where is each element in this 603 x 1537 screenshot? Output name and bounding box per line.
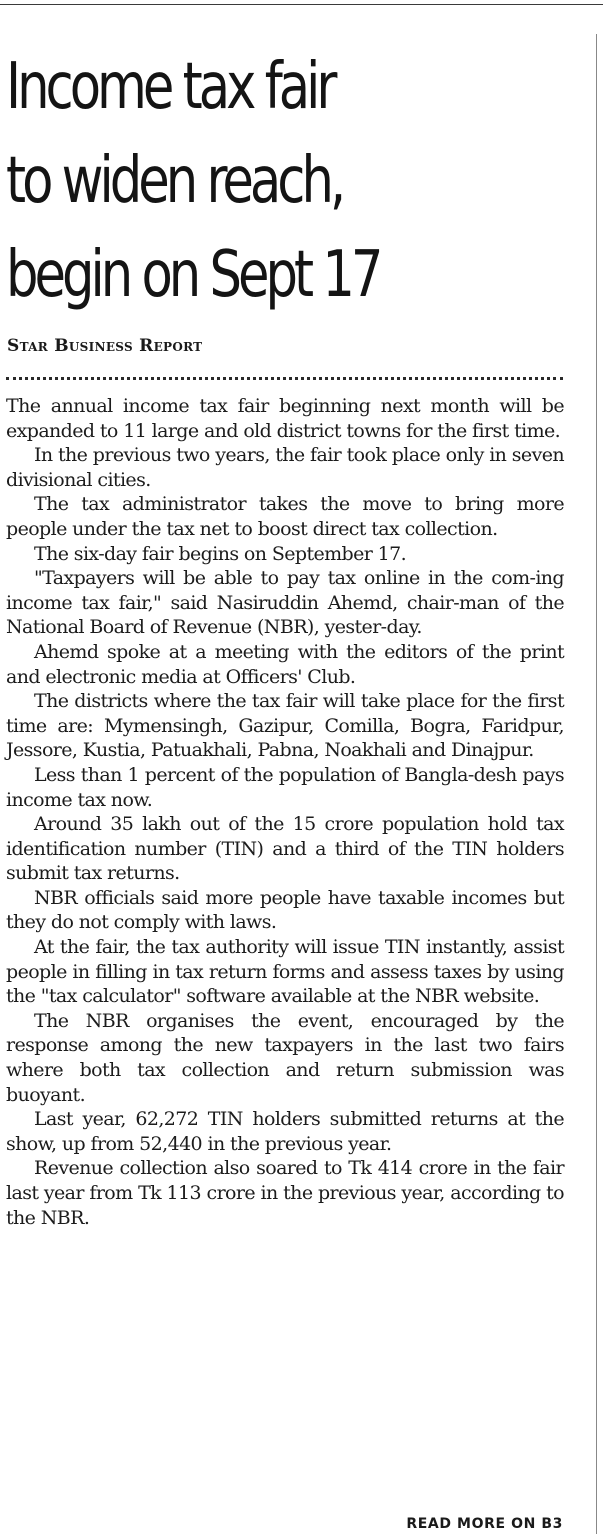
headline [6,40,470,322]
headline-line: to widen reach, [6,144,343,218]
paragraph: The tax administrator takes the move to bring more people under the tax net to boost direct tax collection. [6,493,564,540]
paragraph: Last year, 62,272 TIN holders submitted returns at the show, up from 52,440 in the previous year. [6,1108,564,1155]
paragraph: Less than 1 percent of the population of Bangla-desh pays income tax now. [6,763,564,811]
paragraph: The six-day fair begins on September 17. [34,542,407,565]
paragraph: Revenue collection also soared to Tk 414 crore in the fair last year from Tk 113 crore in the previous year, according to the NBR. [6,1157,564,1229]
paragraph: In the previous two years, the fair took place only in seven divisional cities. [6,444,564,491]
paragraph: NBR officials said more people have taxable incomes but they do not comply with laws. [6,886,564,934]
paragraph: The annual income tax fair beginning next month will be expanded to 11 large and old district towns for the first time. [6,395,564,442]
paragraph: The NBR organises the event, encouraged by the response among the new taxpayers in the last two fairs where both tax collection and return submission was buoyant. [6,1009,564,1106]
headline-line: begin on Sept 17 [6,238,380,312]
top-rule [0,4,603,5]
dotted-divider [6,377,563,380]
paragraph: Around 35 lakh out of the 15 crore population hold tax identification number (TIN) and a third of the TIN holders submit tax returns. [6,813,564,885]
column-rule [596,34,597,1534]
article-body [6,394,564,1230]
paragraph: "Taxpayers will be able to pay tax online in the com-ing income tax fair," said Nasiruddin Ahemd, chair-man of the National Board of Revenue (NBR), yester-day. [6,567,564,639]
paragraph: Ahemd spoke at a meeting with the editors of the print and electronic media at Officers' Club. [6,640,564,688]
paragraph: At the fair, the tax authority will issue TIN instantly, assist people in filling in tax return forms and assess taxes by using the "tax calculator" software available at the NBR website. [6,936,564,1008]
headline-line: Income tax fair [6,50,334,124]
read-more-link[interactable]: READ MORE ON B3 [406,1516,563,1532]
byline: Star Business Report [7,336,203,356]
paragraph: The districts where the tax fair will take place for the first time are: Mymensingh, Gazipur, Comilla, Bogra, Faridpur, Jessore, Kustia, Patuakhali, Pabna, Noakhali and Dinajpur. [6,690,564,762]
